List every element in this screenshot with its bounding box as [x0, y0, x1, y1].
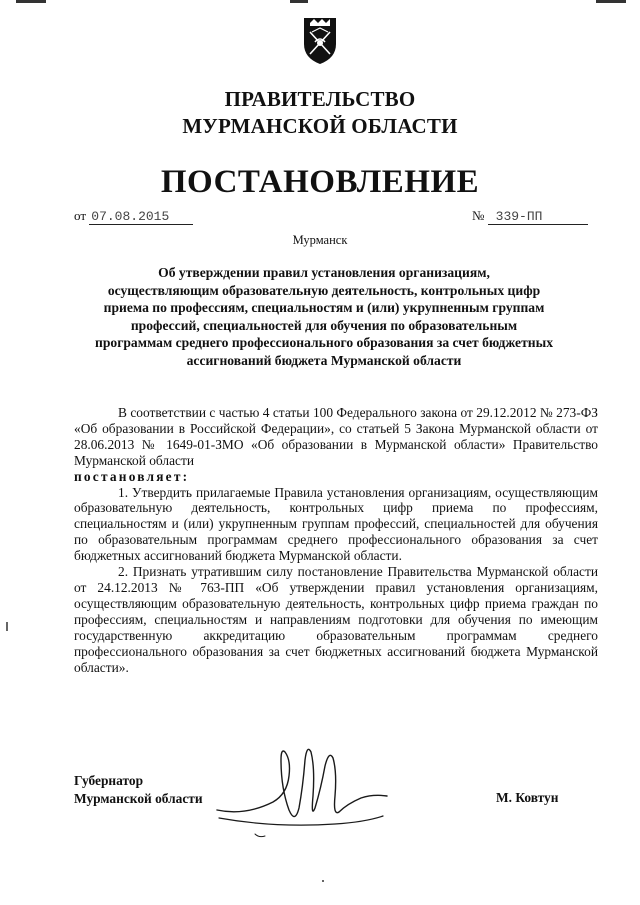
- resolves-paragraph: [74, 469, 598, 485]
- number-value: 339-ПП: [488, 209, 588, 225]
- resolves-word: постановляет:: [74, 468, 190, 484]
- document-type-heading: ПОСТАНОВЛЕНИЕ: [160, 164, 480, 200]
- city-name: Мурманск: [292, 233, 348, 247]
- signatory-name: М. Ковтун: [496, 790, 559, 805]
- title-line: Об утверждении правил установления организациям,: [158, 265, 490, 280]
- scan-edge-mark: [290, 0, 308, 3]
- government-line-2: МУРМАНСКОЙ ОБЛАСТИ: [182, 114, 458, 138]
- preamble-paragraph: В соответствии с частью 4 статьи 100 Федерального закона от 29.12.2012 № 273-ФЗ «Об образовании в Российской Федерации», со статьей 5 Закона Мурманской области от 28.06.2013 № 1649-01-ЗМО «Об образовании в Мурманской области» Правительство Мурманской области: [74, 405, 598, 468]
- handwritten-signature: [215, 738, 390, 848]
- document-title: [76, 264, 572, 369]
- number-field: [472, 208, 588, 230]
- date-field: [74, 208, 193, 230]
- coat-of-arms-icon: [298, 14, 342, 66]
- scan-edge-mark: [16, 0, 46, 3]
- item-1-paragraph: 1. Утвердить прилагаемые Правила установления организациям, осуществляющим образовательную деятельность, контрольных цифр приема по профессиям, специальностям и (или) укрупненным группам профессий, специальностей для обучения по образовательным программам среднего профессионального образования за счет бюджетных ассигнований бюджета Мурманской области.: [74, 484, 598, 564]
- government-name: [0, 86, 640, 140]
- scan-edge-mark: [596, 0, 626, 3]
- date-label: от: [74, 208, 87, 223]
- signatory-position: [74, 772, 203, 808]
- position-line-1: Губернатор: [74, 773, 144, 788]
- government-line-1: ПРАВИТЕЛЬСТВО: [224, 87, 416, 111]
- title-line: ассигнований бюджета Мурманской области: [186, 352, 462, 368]
- title-line: профессий, специальностей для обучения по образовательным: [130, 317, 518, 333]
- title-line: осуществляющим образовательную деятельность, контрольных цифр: [107, 282, 541, 298]
- position-line-2: Мурманской области: [74, 791, 203, 806]
- scan-artifact: [322, 880, 324, 882]
- scan-artifact: [6, 622, 8, 631]
- document-body: [74, 405, 598, 675]
- number-label: №: [472, 208, 485, 223]
- item-2-paragraph: 2. Признать утратившим силу постановление Правительства Мурманской области от 24.12.2013 № 763-ПП «Об утверждении правил установления организациям, осуществляющим образовательную деятельность, контрольных цифр приема граждан по профессиям, специальностям и направлениям подготовки для обучения по имеющим государственную аккредитацию образовательным программам среднего профессионального образования за счет бюджетных ассигнований бюджета Мурманской области».: [74, 564, 598, 675]
- title-line: приема по профессиям, специальностям и (или) укрупненным группам: [103, 300, 545, 315]
- title-line: программам среднего профессионального образования за счет бюджетных: [95, 335, 553, 350]
- date-value: 07.08.2015: [89, 209, 193, 225]
